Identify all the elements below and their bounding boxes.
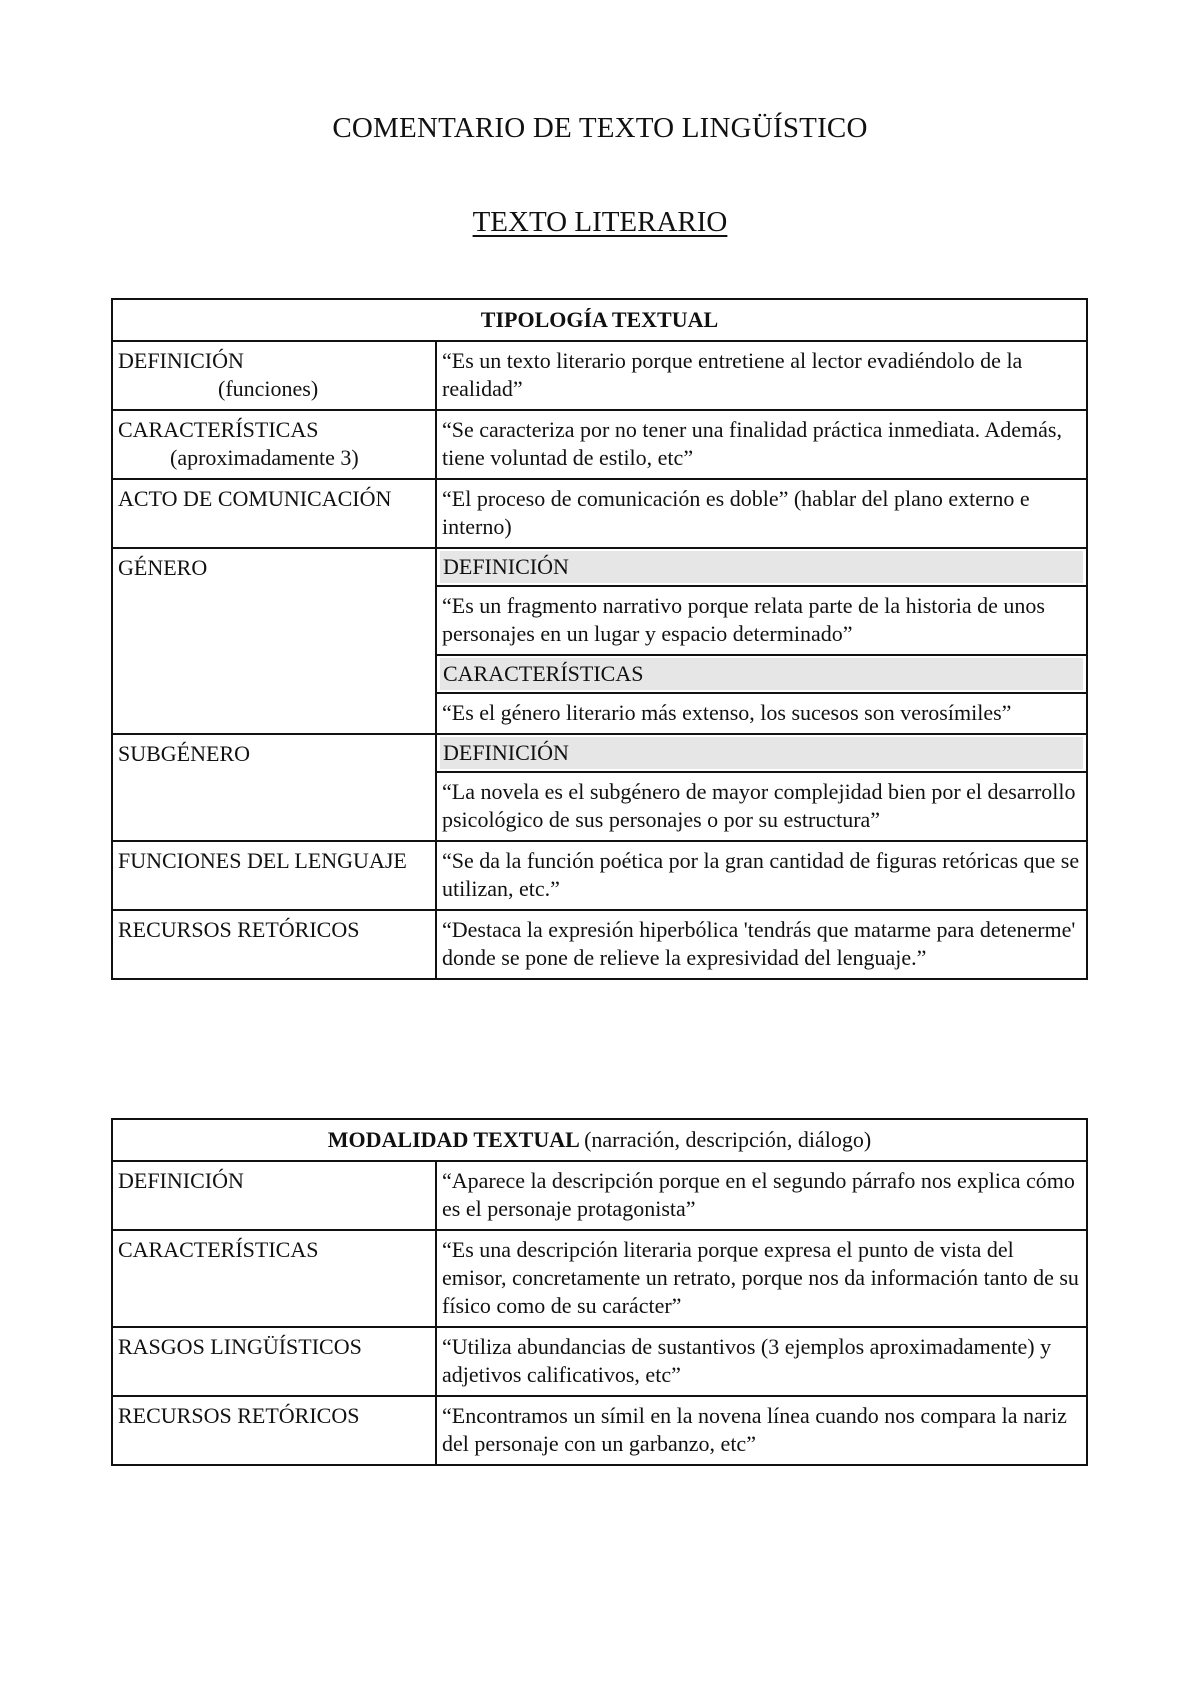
mod-caracteristicas-label: CARACTERÍSTICAS [112,1230,436,1327]
table-header-row [112,299,1087,341]
document-subtitle: TEXTO LITERARIO [472,206,728,238]
genero-def-heading: DEFINICIÓN [440,551,1083,583]
subgenero-def-heading-cell [436,734,1087,772]
caracteristicas-label-cell [112,410,436,479]
genero-label: GÉNERO [112,548,436,734]
definicion-label-cell [112,341,436,410]
table-row [112,1396,1087,1465]
mod-definicion-label: DEFINICIÓN [112,1161,436,1230]
table-row [112,479,1087,548]
genero-def-value: “Es un fragmento narrativo porque relata parte de la historia de unos personajes en un lugar y espacio determinado” [436,586,1087,655]
subgenero-def-heading: DEFINICIÓN [440,737,1083,769]
mod-recursos-value: “Encontramos un símil en la novena línea cuando nos compara la nariz del personaje con un garbanzo, etc” [436,1396,1087,1465]
table-row [112,1230,1087,1327]
acto-value: “El proceso de comunicación es doble” (hablar del plano externo e interno) [436,479,1087,548]
table-row [112,841,1087,910]
modalidad-header-bold: MODALIDAD TEXTUAL [327,1127,579,1152]
genero-def-heading-cell [436,548,1087,586]
recursos-label: RECURSOS RETÓRICOS [112,910,436,979]
table-row [112,341,1087,410]
mod-recursos-label: RECURSOS RETÓRICOS [112,1396,436,1465]
table-row [112,548,1087,586]
genero-car-heading: CARACTERÍSTICAS [440,658,1083,690]
table-header-row [112,1119,1087,1161]
definicion-label: DEFINICIÓN [118,348,244,373]
modalidad-header [112,1119,1087,1161]
modalidad-header-note: (narración, descripción, diálogo) [584,1127,872,1152]
mod-caracteristicas-value: “Es una descripción literaria porque expresa el punto de vista del emisor, concretamente un retrato, porque nos da información tanto de su físico como de su carácter” [436,1230,1087,1327]
definicion-sublabel: (funciones) [218,376,319,401]
subgenero-label: SUBGÉNERO [112,734,436,841]
definicion-value: “Es un texto literario porque entretiene al lector evadiéndolo de la realidad” [436,341,1087,410]
subgenero-def-value: “La novela es el subgénero de mayor complejidad bien por el desarrollo psicológico de sus personajes o por su estructura” [436,772,1087,841]
table-row [112,1161,1087,1230]
caracteristicas-value: “Se caracteriza por no tener una finalidad práctica inmediata. Además, tiene voluntad de estilo, etc” [436,410,1087,479]
mod-definicion-value: “Aparece la descripción porque en el segundo párrafo nos explica cómo es el personaje protagonista” [436,1161,1087,1230]
tipologia-table [111,298,1088,980]
modalidad-table [111,1118,1088,1466]
table-row [112,910,1087,979]
genero-car-heading-cell [436,655,1087,693]
genero-car-value: “Es el género literario más extenso, los sucesos son verosímiles” [436,693,1087,734]
document-title: COMENTARIO DE TEXTO LINGÜÍSTICO [332,112,868,144]
tipologia-header: TIPOLOGÍA TEXTUAL [112,299,1087,341]
caracteristicas-sublabel: (aproximadamente 3) [170,445,359,470]
funciones-label: FUNCIONES DEL LENGUAJE [112,841,436,910]
mod-rasgos-label: RASGOS LINGÜÍSTICOS [112,1327,436,1396]
recursos-value: “Destaca la expresión hiperbólica 'tendrás que matarme para detenerme' donde se pone de relieve la expresividad del lenguaje.” [436,910,1087,979]
funciones-value: “Se da la función poética por la gran cantidad de figuras retóricas que se utilizan, etc.” [436,841,1087,910]
table-row [112,410,1087,479]
caracteristicas-label: CARACTERÍSTICAS [118,417,319,442]
table-row [112,1327,1087,1396]
acto-label: ACTO DE COMUNICACIÓN [112,479,436,548]
mod-rasgos-value: “Utiliza abundancias de sustantivos (3 ejemplos aproximadamente) y adjetivos calificativos, etc” [436,1327,1087,1396]
table-row [112,734,1087,772]
